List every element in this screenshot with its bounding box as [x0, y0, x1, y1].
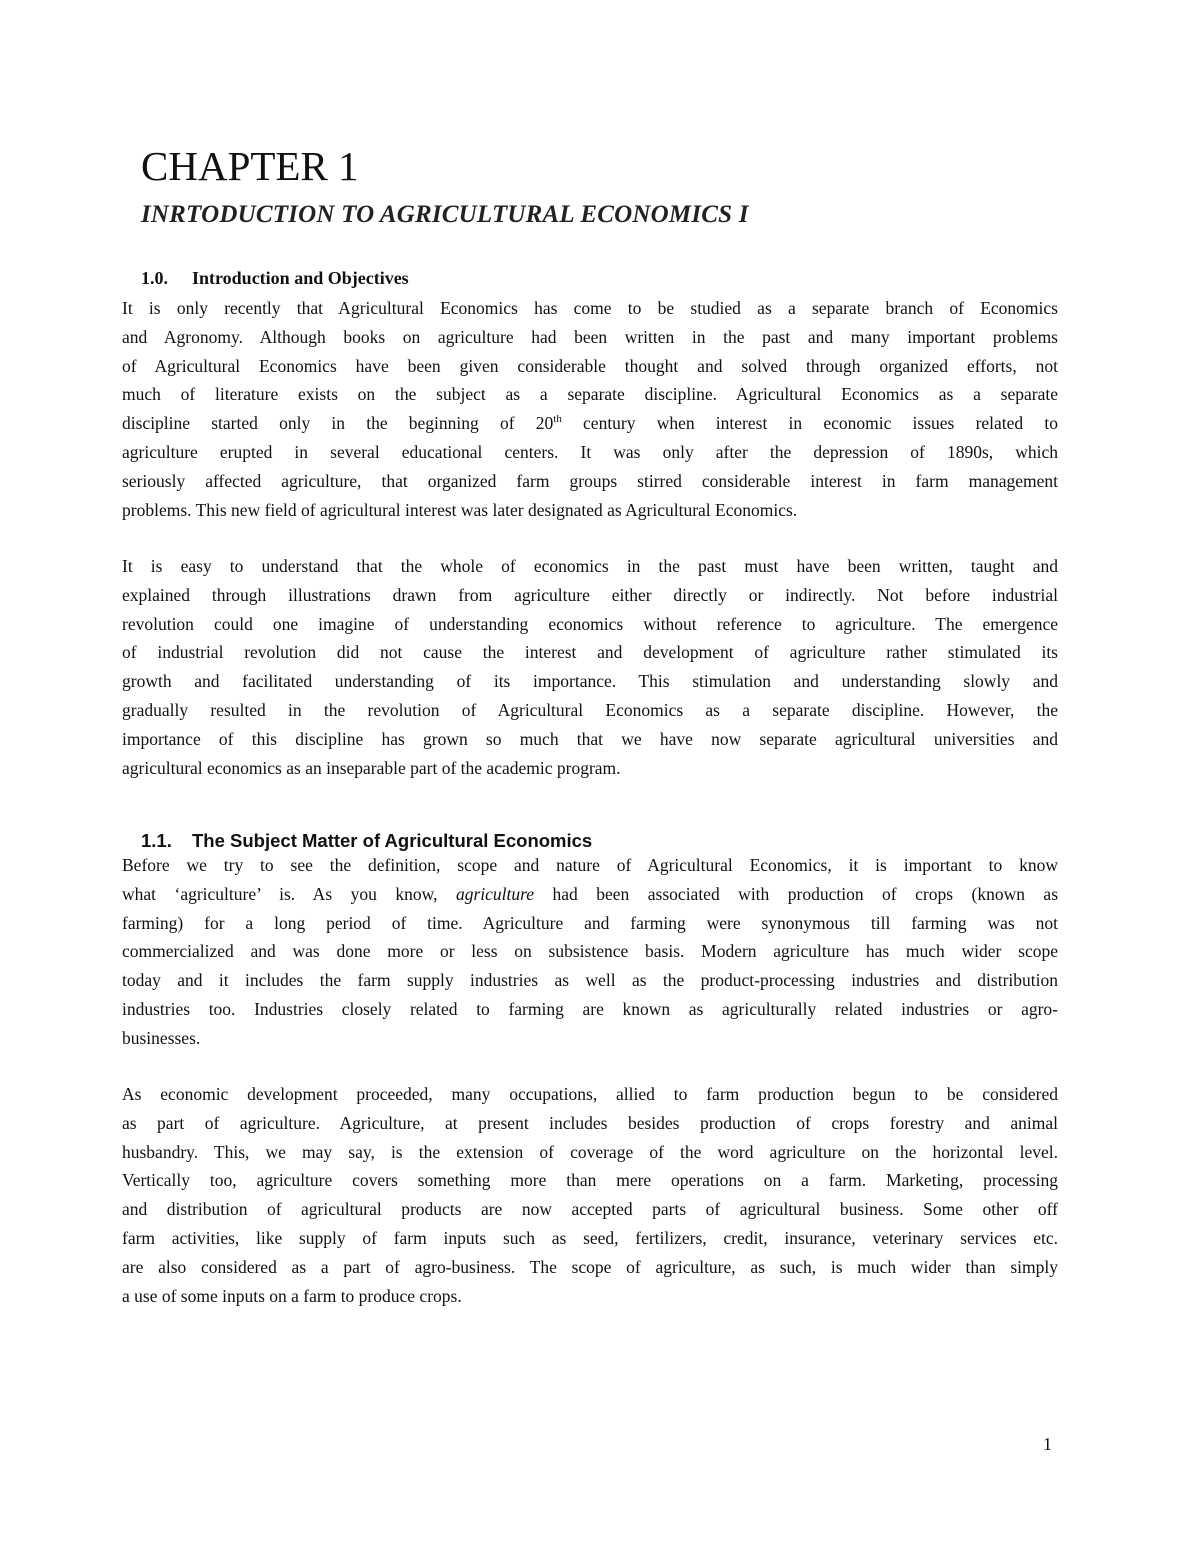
chapter-subtitle: INRTODUCTION TO AGRICULTURAL ECONOMICS I: [141, 201, 749, 228]
text-line: importance of this discipline has grown so much that we have now separate agricultural universities and: [122, 728, 1058, 749]
emphasis-term: agriculture: [455, 883, 535, 904]
text-line: growth and facilitated understanding of its importance. This stimulation and understanding slowly and: [122, 671, 1058, 692]
text-line: problems. This new field of agricultural interest was later designated as Agricultural Economics.: [122, 499, 798, 520]
text-line: much of literature exists on the subject as a separate discipline. Agricultural Economics as a separate: [122, 384, 1058, 405]
text-line: of industrial revolution did not cause the interest and development of agriculture rather stimulated its: [122, 642, 1058, 663]
text-line: explained through illustrations drawn from agriculture either directly or indirectly. Not before industrial: [122, 584, 1058, 605]
text-line: seriously affected agriculture, that organized farm groups stirred considerable interest in farm management: [122, 470, 1058, 491]
section-number: 1.0.: [141, 268, 168, 288]
text-line: revolution could one imagine of understanding economics without reference to agriculture. The emergence: [122, 613, 1058, 634]
text-line: [122, 880, 1058, 909]
text-line: today and it includes the farm supply industries as well as the product-processing industries and distribution: [122, 970, 1058, 991]
paragraph-introduction: [122, 294, 1058, 524]
chapter-heading: CHAPTER 1: [141, 143, 359, 189]
text-line: Vertically too, agriculture covers something more than mere operations on a farm. Marketing, processing: [122, 1170, 1058, 1191]
text-line: farm activities, like supply of farm inputs such as seed, fertilizers, credit, insurance, veterinary services etc.: [122, 1227, 1058, 1248]
text-line: [122, 409, 1058, 438]
text-fragment: century when interest in economic issues related to: [583, 413, 1058, 434]
paragraph-subject-matter: [122, 851, 1058, 1053]
text-line: Before we try to see the definition, scope and nature of Agricultural Economics, it is important to know: [122, 855, 1058, 875]
text-line: agricultural economics as an inseparable part of the academic program.: [122, 757, 621, 778]
text-line: and distribution of agricultural products are now accepted parts of agricultural business. Some other off: [122, 1199, 1058, 1220]
section-number: 1.1.: [141, 830, 172, 851]
text-line: husbandry. This, we may say, is the extension of coverage of the word agriculture on the horizontal level.: [122, 1141, 1058, 1162]
paragraph-scope: [122, 1080, 1058, 1310]
text-line: agriculture erupted in several educational centers. It was only after the depression of 1890s, which: [122, 441, 1058, 462]
paragraph-history: [122, 552, 1058, 782]
text-fragment: had been associated with production of crops (known as: [552, 883, 1059, 904]
text-line: farming) for a long period of time. Agriculture and farming were synonymous till farming was not: [122, 912, 1058, 933]
text-line: as part of agriculture. Agriculture, at present includes besides production of crops forestry and animal: [122, 1112, 1058, 1133]
page-number: 1: [1043, 1434, 1052, 1454]
text-line: gradually resulted in the revolution of Agricultural Economics as a separate discipline. However, the: [122, 699, 1058, 720]
text-line: It is only recently that Agricultural Economics has come to be studied as a separate branch of Economics: [122, 298, 1058, 318]
section-title: The Subject Matter of Agricultural Economics: [192, 830, 593, 851]
section-title: Introduction and Objectives: [192, 268, 409, 288]
section-heading-1-0: [141, 265, 409, 291]
text-line: a use of some inputs on a farm to produce crops.: [122, 1285, 462, 1306]
text-line: of Agricultural Economics have been given considerable thought and solved through organized efforts, not: [122, 355, 1058, 376]
text-line: It is easy to understand that the whole of economics in the past must have been written, taught and: [122, 556, 1058, 576]
text-line: As economic development proceeded, many occupations, allied to farm production begun to be considered: [122, 1084, 1058, 1104]
text-fragment: discipline started only in the beginning of 20: [122, 413, 554, 434]
text-fragment: what ‘agriculture’ is. As you know,: [122, 883, 438, 904]
text-line: businesses.: [122, 1027, 201, 1048]
superscript: th: [553, 413, 562, 426]
text-line: and Agronomy. Although books on agriculture had been written in the past and many important problems: [122, 326, 1058, 347]
text-line: commercialized and was done more or less on subsistence basis. Modern agriculture has much wider scope: [122, 941, 1058, 962]
text-line: are also considered as a part of agro-business. The scope of agriculture, as such, is much wider than simply: [122, 1256, 1058, 1277]
text-line: industries too. Industries closely related to farming are known as agriculturally related industries or agro-: [122, 998, 1058, 1019]
